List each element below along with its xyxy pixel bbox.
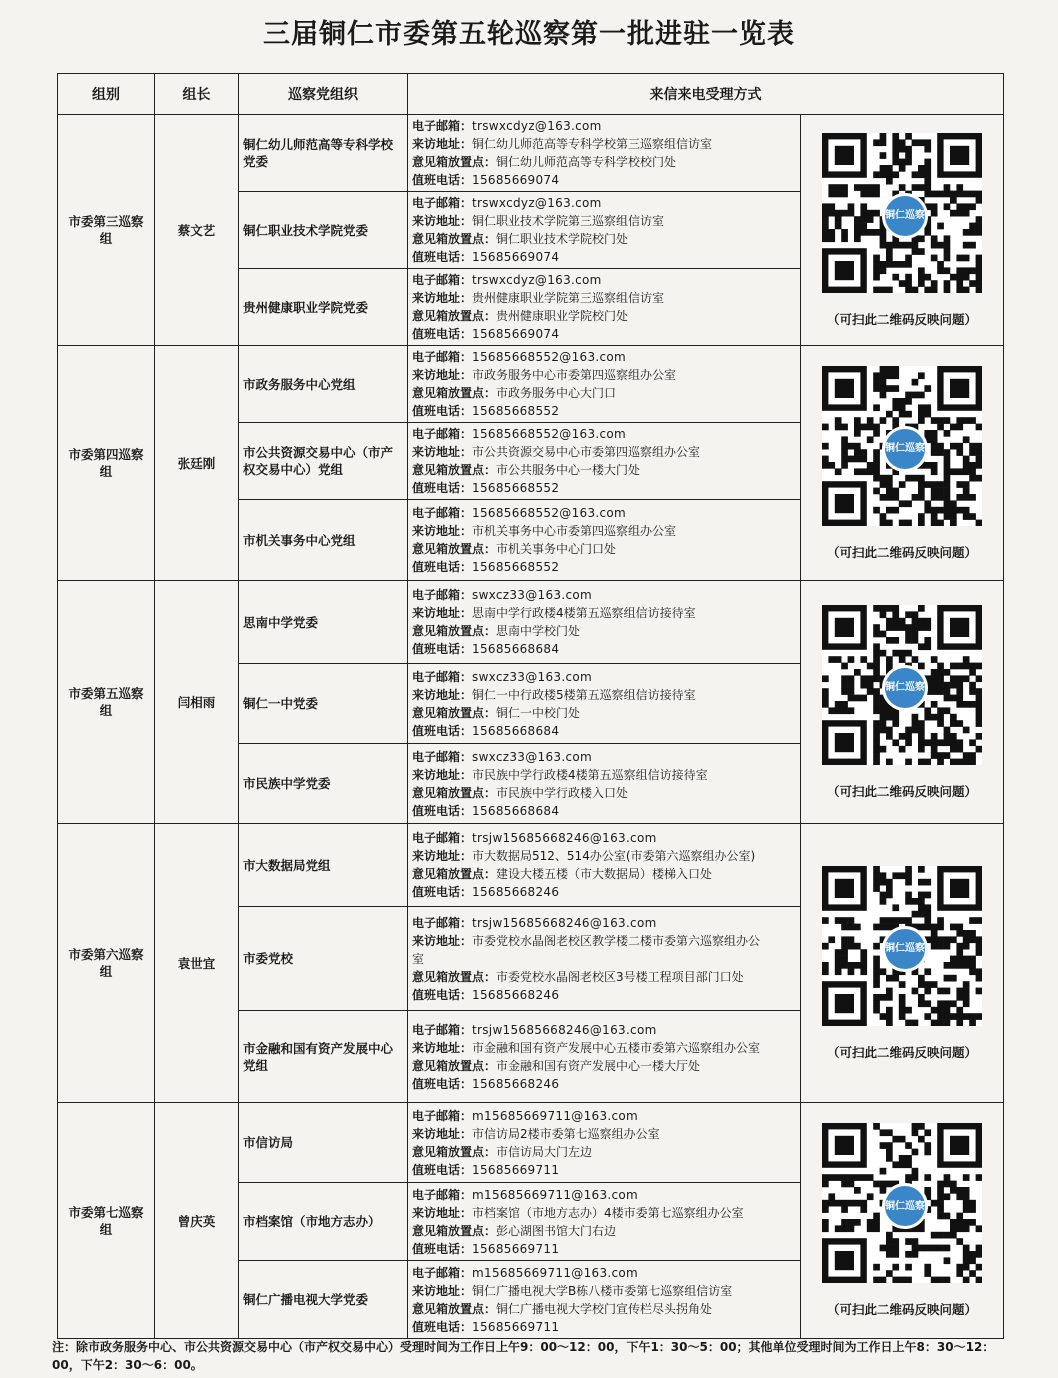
contact-info <box>408 744 801 824</box>
contact-info <box>408 500 801 581</box>
address-value: 市金融和国有资产发展中心五楼市委第六巡察组办公室 <box>472 1040 761 1055</box>
contact-info <box>408 1011 801 1103</box>
qr-code[interactable] <box>822 605 982 765</box>
table-header-row <box>58 74 1004 115</box>
email-value[interactable]: trswxcdyz@163.com <box>472 196 602 210</box>
patrol-org: 铜仁幼儿师范高等专科学校党委 <box>239 115 408 192</box>
group-leader: 闫相雨 <box>155 581 239 824</box>
patrol-org: 铜仁职业技术学院党委 <box>239 192 408 269</box>
contact-info <box>408 581 801 664</box>
patrol-org: 市信访局 <box>239 1103 408 1183</box>
qr-code[interactable] <box>822 1123 982 1283</box>
email-value[interactable]: swxcz33@163.com <box>472 749 592 764</box>
address-label: 来访地址： <box>412 1040 473 1055</box>
contact-info <box>408 346 801 423</box>
contact-info <box>408 1261 801 1339</box>
qr-caption: （可扫此二维码反映问题） <box>826 311 977 327</box>
email-value[interactable]: m15685669711@163.com <box>472 1187 639 1202</box>
box-value: 铜仁幼儿师范高等专科学校校门处 <box>496 155 677 169</box>
group-leader: 张廷刚 <box>155 346 239 581</box>
box-label: 意见箱放置点： <box>412 705 497 720</box>
box-label: 意见箱放置点： <box>412 624 497 638</box>
box-label: 意见箱放置点： <box>412 785 497 800</box>
phone-value[interactable]: 15685669711 <box>472 1162 560 1177</box>
address-value: 市政务服务中心市委第四巡察组办公室 <box>472 368 677 382</box>
box-value: 铜仁广播电视大学校门宣传栏尽头拐角处 <box>496 1301 713 1316</box>
header-leader: 组长 <box>155 74 239 115</box>
email-label: 电子邮箱： <box>412 273 473 287</box>
phone-value[interactable]: 15685669074 <box>472 250 560 264</box>
email-value[interactable]: m15685669711@163.com <box>472 1108 639 1123</box>
email-value[interactable]: trsjw15685668246@163.com <box>472 1022 657 1037</box>
table-row <box>58 115 1004 192</box>
contact-info <box>408 664 801 744</box>
patrol-org: 贵州健康职业学院党委 <box>239 269 408 346</box>
table-row <box>58 346 1004 423</box>
phone-value[interactable]: 15685668552 <box>472 404 560 418</box>
group-name: 市委第六巡察组 <box>58 824 155 1103</box>
address-value: 市机关事务中心市委第四巡察组办公室 <box>472 524 677 538</box>
footnote: 注：除市政务服务中心、市公共资源交易中心（市产权交易中心）受理时间为工作日上午9：00～12：00，下午1：30～5：00；其他单位受理时间为工作日上午8：30～12：00，下午2：30～6：00。 <box>52 1340 995 1372</box>
phone-label: 值班电话： <box>412 173 473 187</box>
qr-caption: （可扫此二维码反映问题） <box>826 783 977 799</box>
phone-value[interactable]: 15685669711 <box>472 1241 560 1256</box>
patrol-org: 市机关事务中心党组 <box>239 500 408 581</box>
qr-badge: 铜仁巡察 <box>882 193 928 239</box>
patrol-org: 市大数据局党组 <box>239 824 408 907</box>
header-contact: 来信来电受理方式 <box>408 74 1004 115</box>
address-label: 来访地址： <box>412 1126 473 1141</box>
group-leader: 蔡文艺 <box>155 115 239 346</box>
qr-caption: （可扫此二维码反映问题） <box>826 1302 977 1317</box>
phone-value[interactable]: 15685668552 <box>472 560 560 574</box>
patrol-org: 市金融和国有资产发展中心党组 <box>239 1011 408 1103</box>
address-label: 来访地址： <box>412 368 473 382</box>
address-value: 铜仁幼儿师范高等专科学校第三巡察组信访室 <box>472 137 713 151</box>
contact-info <box>408 269 801 346</box>
address-value: 市信访局2楼市委第七巡察组办公室 <box>472 1126 660 1141</box>
phone-label: 值班电话： <box>412 404 473 418</box>
email-label: 电子邮箱： <box>412 196 473 210</box>
patrol-org: 市档案馆（市地方志办） <box>239 1183 408 1261</box>
page-title: 三届铜仁市委第五轮巡察第一批进驻一览表 <box>263 19 795 50</box>
email-label: 电子邮箱： <box>412 350 473 364</box>
email-label: 电子邮箱： <box>412 1108 473 1123</box>
address-value: 市大数据局512、514办公室(市委第六巡察组办公室) <box>472 849 756 863</box>
email-label: 电子邮箱： <box>412 831 473 845</box>
box-label: 意见箱放置点： <box>412 463 497 477</box>
box-label: 意见箱放置点： <box>412 1301 497 1316</box>
contact-info <box>408 824 801 907</box>
qr-badge: 铜仁巡察 <box>882 665 928 711</box>
patrol-org: 市公共资源交易中心（市产权交易中心）党组 <box>239 423 408 500</box>
address-value: 市档案馆（市地方志办）4楼市委第七巡察组办公室 <box>472 1205 744 1220</box>
phone-value[interactable]: 15685669074 <box>472 173 560 187</box>
email-label: 电子邮箱： <box>412 1022 473 1037</box>
group-leader: 袁世宜 <box>155 824 239 1103</box>
qr-code[interactable] <box>822 133 982 293</box>
address-label: 来访地址： <box>412 445 473 459</box>
box-value: 铜仁一中校门处 <box>496 705 581 720</box>
email-value[interactable]: swxcz33@163.com <box>472 588 592 602</box>
box-value: 贵州健康职业学院校门处 <box>496 309 629 323</box>
phone-value[interactable]: 15685669711 <box>472 1319 560 1334</box>
email-value[interactable]: swxcz33@163.com <box>472 669 592 684</box>
header-group: 组别 <box>58 74 155 115</box>
table-row <box>58 1103 1004 1183</box>
qr-cell <box>801 115 1004 346</box>
box-label: 意见箱放置点： <box>412 969 497 984</box>
address-value: 市民族中学行政楼4楼第五巡察组信访接待室 <box>472 767 708 782</box>
address-label: 来访地址： <box>412 1283 473 1298</box>
phone-label: 值班电话： <box>412 560 473 574</box>
phone-label: 值班电话： <box>412 803 473 818</box>
box-value: 市政务服务中心大门口 <box>496 386 617 400</box>
box-label: 意见箱放置点： <box>412 542 497 556</box>
group-name: 市委第五巡察组 <box>58 581 155 824</box>
phone-value[interactable]: 15685668684 <box>472 642 560 656</box>
phone-label: 值班电话： <box>412 723 473 738</box>
email-value[interactable]: trswxcdyz@163.com <box>472 273 602 287</box>
email-label: 电子邮箱： <box>412 1187 473 1202</box>
email-label: 电子邮箱： <box>412 588 473 602</box>
email-value[interactable]: trswxcdyz@163.com <box>472 119 602 133</box>
address-value: 思南中学行政楼4楼第五巡察组信访接待室 <box>472 606 696 620</box>
email-label: 电子邮箱： <box>412 1265 473 1280</box>
box-label: 意见箱放置点： <box>412 309 497 323</box>
box-value: 市金融和国有资产发展中心一楼大厅处 <box>496 1058 701 1073</box>
box-label: 意见箱放置点： <box>412 155 497 169</box>
group-name: 市委第三巡察组 <box>58 115 155 346</box>
email-value[interactable]: trsjw15685668246@163.com <box>472 831 657 845</box>
email-value[interactable]: m15685669711@163.com <box>472 1265 639 1280</box>
address-label: 来访地址： <box>412 767 473 782</box>
email-label: 电子邮箱： <box>412 749 473 764</box>
group-name: 市委第七巡察组 <box>58 1103 155 1339</box>
phone-value[interactable]: 15685668246 <box>472 885 560 899</box>
box-value: 建设大楼五楼（市大数据局）楼梯入口处 <box>496 867 713 881</box>
box-value: 彭心湖图书馆大门右边 <box>496 1223 617 1238</box>
phone-value[interactable]: 15685668684 <box>472 723 560 738</box>
address-label: 来访地址： <box>412 933 473 948</box>
phone-value[interactable]: 15685668246 <box>472 987 560 1002</box>
email-label: 电子邮箱： <box>412 119 473 133</box>
email-label: 电子邮箱： <box>412 669 473 684</box>
address-label: 来访地址： <box>412 849 473 863</box>
box-value: 思南中学校门处 <box>496 624 581 638</box>
phone-value[interactable]: 15685668552 <box>472 481 560 495</box>
contact-info <box>408 907 801 1011</box>
contact-info <box>408 1103 801 1183</box>
qr-code[interactable] <box>822 366 982 526</box>
box-label: 意见箱放置点： <box>412 1144 497 1159</box>
qr-cell <box>801 824 1004 1103</box>
phone-label: 值班电话： <box>412 1319 473 1334</box>
qr-badge: 铜仁巡察 <box>882 426 928 472</box>
qr-badge: 铜仁巡察 <box>882 926 928 972</box>
header-org: 巡察党组织 <box>239 74 408 115</box>
box-label: 意见箱放置点： <box>412 867 497 881</box>
address-label: 来访地址： <box>412 137 473 151</box>
phone-label: 值班电话： <box>412 481 473 495</box>
qr-badge: 铜仁巡察 <box>882 1183 928 1229</box>
email-label: 电子邮箱： <box>412 915 473 930</box>
address-cont: 室 <box>412 951 425 966</box>
phone-label: 值班电话： <box>412 250 473 264</box>
phone-value[interactable]: 15685668684 <box>472 803 560 818</box>
box-label: 意见箱放置点： <box>412 1058 497 1073</box>
qr-code[interactable] <box>822 866 982 1026</box>
address-label: 来访地址： <box>412 606 473 620</box>
address-value: 铜仁一中行政楼5楼第五巡察组信访接待室 <box>472 687 696 702</box>
phone-label: 值班电话： <box>412 642 473 656</box>
patrol-org: 市政务服务中心党组 <box>239 346 408 423</box>
phone-label: 值班电话： <box>412 1162 473 1177</box>
address-value: 市公共资源交易中心市委第四巡察组办公室 <box>472 445 701 459</box>
contact-info <box>408 192 801 269</box>
table-row <box>58 824 1004 907</box>
email-value[interactable]: 15685668552@163.com <box>472 506 627 520</box>
address-value: 贵州健康职业学院第三巡察组信访室 <box>472 291 665 305</box>
email-value[interactable]: trsjw15685668246@163.com <box>472 915 657 930</box>
contact-info <box>408 115 801 192</box>
box-label: 意见箱放置点： <box>412 232 497 246</box>
qr-caption: （可扫此二维码反映问题） <box>826 1044 977 1060</box>
group-leader: 曾庆英 <box>155 1103 239 1339</box>
group-name: 市委第四巡察组 <box>58 346 155 581</box>
email-label: 电子邮箱： <box>412 427 473 441</box>
box-value: 市机关事务中心门口处 <box>496 542 617 556</box>
address-label: 来访地址： <box>412 524 473 538</box>
patrol-org: 铜仁一中党委 <box>239 664 408 744</box>
phone-label: 值班电话： <box>412 1241 473 1256</box>
qr-cell <box>801 346 1004 581</box>
email-value[interactable]: 15685668552@163.com <box>472 350 627 364</box>
contact-info <box>408 423 801 500</box>
address-label: 来访地址： <box>412 214 473 228</box>
address-value: 市委党校水晶阁老校区教学楼二楼市委第六巡察组办公 <box>472 933 761 948</box>
address-label: 来访地址： <box>412 291 473 305</box>
email-label: 电子邮箱： <box>412 506 473 520</box>
patrol-org: 铜仁广播电视大学党委 <box>239 1261 408 1339</box>
qr-cell <box>801 581 1004 824</box>
qr-caption: （可扫此二维码反映问题） <box>826 544 977 560</box>
box-label: 意见箱放置点： <box>412 1223 497 1238</box>
box-value: 市民族中学行政楼入口处 <box>496 785 629 800</box>
box-value: 市公共服务中心一楼大门处 <box>496 463 641 477</box>
patrol-table <box>57 73 1004 1339</box>
box-value: 铜仁职业技术学院校门处 <box>496 232 629 246</box>
contact-info <box>408 1183 801 1261</box>
phone-label: 值班电话： <box>412 987 473 1002</box>
table-row <box>58 581 1004 664</box>
phone-label: 值班电话： <box>412 327 473 341</box>
phone-value[interactable]: 15685668246 <box>472 1076 560 1091</box>
address-label: 来访地址： <box>412 1205 473 1220</box>
phone-value[interactable]: 15685669074 <box>472 327 560 341</box>
address-label: 来访地址： <box>412 687 473 702</box>
address-value: 铜仁职业技术学院第三巡察组信访室 <box>472 214 665 228</box>
box-value: 市委党校水晶阁老校区3号楼工程项目部门口处 <box>496 969 744 984</box>
phone-label: 值班电话： <box>412 885 473 899</box>
patrol-org: 思南中学党委 <box>239 581 408 664</box>
address-value: 铜仁广播电视大学B栋八楼市委第七巡察组信访室 <box>472 1283 733 1298</box>
phone-label: 值班电话： <box>412 1076 473 1091</box>
patrol-org: 市委党校 <box>239 907 408 1011</box>
box-label: 意见箱放置点： <box>412 386 497 400</box>
qr-cell <box>801 1103 1004 1339</box>
patrol-org: 市民族中学党委 <box>239 744 408 824</box>
box-value: 市信访局大门左边 <box>496 1144 593 1159</box>
email-value[interactable]: 15685668552@163.com <box>472 427 627 441</box>
